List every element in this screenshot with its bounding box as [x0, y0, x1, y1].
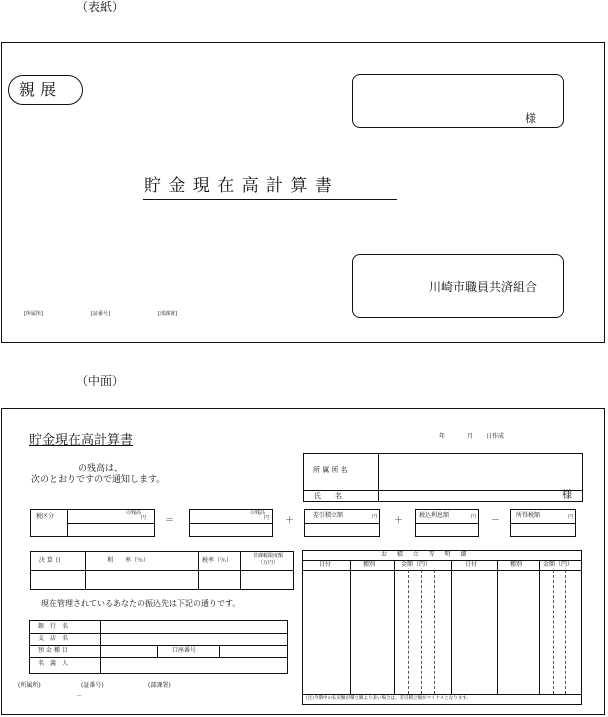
deduction-box: [304, 509, 380, 537]
name-box-divider: [378, 454, 379, 501]
cover-title-underline: [143, 199, 397, 200]
inside-page: [1, 408, 605, 715]
ledger-header-type-1: 種別: [363, 561, 376, 568]
income-tax-box: [510, 509, 576, 537]
date-day: 日作成: [486, 433, 505, 440]
transfer-note: 現在管理されているあなたの振込先は下記の通りです。: [41, 599, 241, 608]
bank-row-line-3: [30, 657, 287, 658]
ledger-footnote: (注)今期中の払戻額が積立額より多い場合は、差引積立額がマイナスとなります。: [306, 696, 471, 701]
plus-sign-2: ＋: [394, 516, 404, 526]
ledger-header-amount-1: 金額（円）: [401, 561, 432, 568]
address-suffix: 様: [525, 112, 536, 125]
rate-table-row-line: [31, 570, 293, 571]
deduction-box-row-line: [305, 523, 379, 524]
ledger-table: [302, 550, 582, 705]
cover-footer-office: [所属所]: [24, 311, 43, 317]
inside-footer-id: (証番号): [81, 682, 104, 689]
ledger-header-type-2: 種別: [510, 561, 523, 568]
minus-sign: －: [491, 516, 501, 526]
date-year: 年: [439, 433, 446, 440]
notice-line-1: の残高は、: [78, 464, 124, 474]
balance-label-1: の残高: [126, 510, 142, 516]
ledger-footer-line: [303, 694, 581, 695]
sender-name: 川崎市職員共済組合: [429, 280, 538, 294]
equals-sign: ＝: [165, 516, 175, 526]
bank-row-line-1: [30, 633, 287, 634]
inside-footer-office: (所属所): [18, 682, 41, 689]
ledger-col-3: [451, 560, 452, 694]
ledger-col-4: [497, 560, 498, 694]
tax-category-label: 税区分: [36, 513, 55, 520]
ledger-header-date-1: 日付: [319, 561, 332, 568]
rate-header-date: 決 算 日: [39, 557, 61, 564]
bank-account-divider-2: [219, 645, 220, 657]
balance-box-2: [189, 509, 273, 537]
office-label: 所 属 所 名: [313, 466, 348, 474]
ledger-header-amount-2: 金額（円）: [543, 561, 574, 568]
ledger-dash-3: [434, 570, 435, 694]
yen-4: 円: [471, 514, 477, 520]
confidential-label: 親 展: [19, 80, 57, 99]
inside-footer-dept: (部課署): [148, 682, 171, 689]
sender-box: [352, 254, 564, 318]
ledger-dash-1: [408, 570, 409, 694]
income-tax-box-row-line: [511, 523, 575, 524]
bank-table: [29, 620, 288, 674]
cover-footer-id: [証番号]: [91, 311, 110, 317]
name-box-row-line: [304, 490, 582, 491]
branch-name-label: 支 店 名: [38, 635, 69, 642]
account-number-label: 口座番号: [172, 647, 197, 654]
cover-footer-dept: [部課署]: [158, 311, 177, 317]
deduction-label: 差引積立額: [313, 512, 344, 519]
name-suffix: 様: [562, 490, 572, 501]
rate-table: [30, 551, 294, 590]
footer-dash: －: [76, 693, 83, 700]
cover-page: [1, 42, 605, 343]
recipient-address-box: [352, 74, 564, 128]
bank-table-divider: [100, 621, 101, 673]
cover-section-label: （表紙）: [76, 0, 125, 14]
ledger-col-5: [539, 560, 540, 694]
balance-box-1: [30, 509, 155, 537]
date-month: 月: [467, 433, 474, 440]
inside-title: 貯金現在高計算書: [29, 433, 134, 448]
interest-label: 税込利息額: [419, 512, 450, 519]
account-holder-label: 名 義 人: [38, 660, 69, 667]
interest-box: [415, 509, 479, 537]
yen-3: 円: [372, 514, 378, 520]
deposit-type-label: 預 金 種 目: [38, 647, 68, 654]
ledger-title: お 積 立 等 明 細: [381, 551, 471, 558]
bank-row-line-2: [30, 645, 287, 646]
confidential-stamp: [8, 75, 83, 105]
notice-line-2: 次のとおりですので通知します。: [31, 475, 166, 485]
yen-2: 円: [264, 515, 270, 521]
rate-header-limit: 非課税限度額 （万円）: [252, 553, 283, 566]
inside-section-label: （中面）: [76, 374, 125, 388]
income-tax-label: 所得税額: [516, 512, 541, 519]
balance-box-1-row-line: [67, 523, 155, 524]
plus-sign-1: ＋: [285, 516, 295, 526]
interest-box-row-line: [416, 523, 478, 524]
bank-account-divider-1: [157, 645, 158, 657]
ledger-col-1: [350, 560, 351, 694]
bank-name-label: 銀 行 名: [38, 623, 69, 630]
ledger-header-date-2: 日付: [465, 561, 478, 568]
ledger-dash-5: [565, 570, 566, 694]
ledger-col-2: [394, 560, 395, 694]
name-box: [303, 453, 583, 502]
rate-header-tax: 税率（％）: [202, 557, 233, 564]
balance-label-2: の残高: [250, 510, 266, 516]
yen-5: 円: [568, 514, 574, 520]
ledger-dash-4: [553, 570, 554, 694]
rate-header-rate: 利 率（％）: [107, 557, 150, 564]
cover-title: 貯 金 現 在 高 計 算 書: [144, 176, 333, 196]
ledger-dash-2: [421, 570, 422, 694]
balance-box-2-row-line: [190, 523, 272, 524]
yen-1: 円: [141, 515, 147, 521]
name-label: 氏 名: [314, 492, 342, 500]
